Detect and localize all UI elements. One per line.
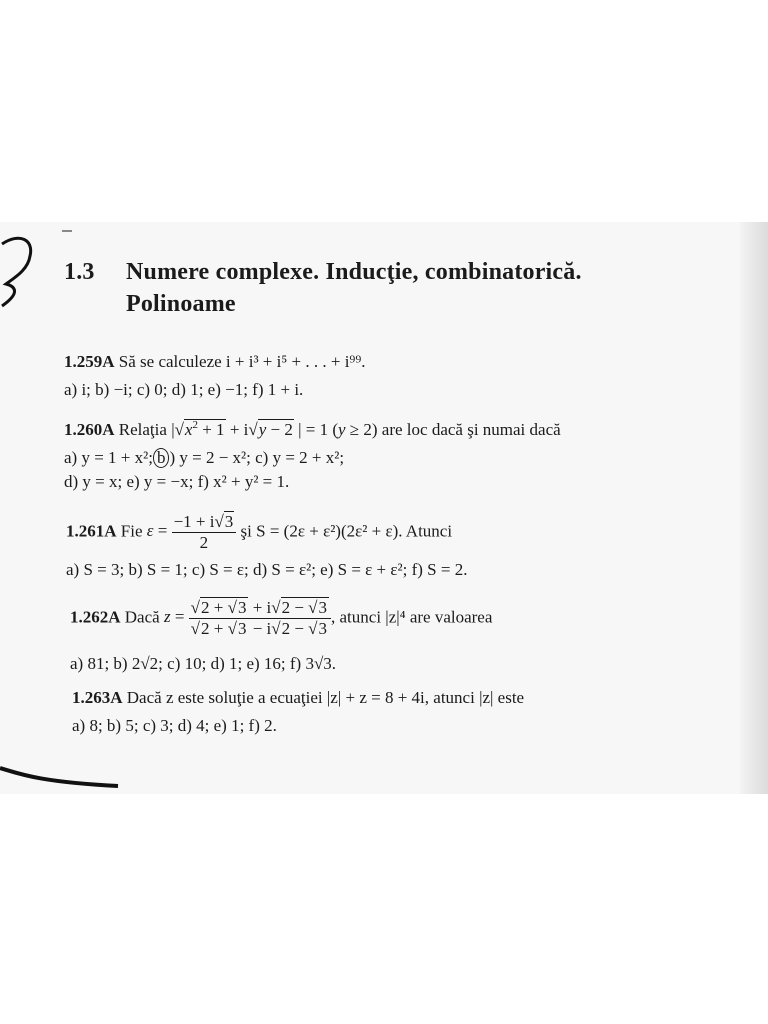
problem-text-prefix: Dacă <box>124 607 160 627</box>
problem-id: 1.260A <box>64 420 115 439</box>
problem-formula: ε = $\frac{-1 + i√3}{2}$ <box>147 521 237 540</box>
problem-formula: z = $\frac{√2 + √3 + i√2 - √3}{√2 + √3 - i√2 - √3}$ <box>164 607 331 626</box>
problem-id: 1.262A <box>70 607 121 627</box>
problem-text-prefix: Fie <box>120 521 143 541</box>
problem-1-259-answers: a) i; b) −i; c) 0; d) 1; e) −1; f) 1 + i. <box>64 380 304 399</box>
section-title <box>64 256 582 320</box>
problem-1-260-statement <box>64 420 561 440</box>
section-title-line2: Polinoame <box>126 291 236 317</box>
problem-text: Dacă z este soluţie a ecuaţiei |z| + z = 8 + 4i, atunci |z| este <box>126 688 525 707</box>
problem-formula: $|√x^2 + 1 + i√y - 2$ | = 1 (y ≥ 2) <box>171 419 378 439</box>
problem-1-260-answers-line2: d) y = x; e) y = −x; f) x² + y² = 1. <box>64 472 290 491</box>
problem-id: 1.263A <box>72 688 123 707</box>
page-curl-left <box>0 226 44 316</box>
problem-1-261-answers: a) S = 3; b) S = 1; c) S = ε; d) S = ε²; e) S = ε + ε²; f) S = 2. <box>66 560 468 579</box>
problem-text-suffix: şi S = (2ε + ε²)(2ε² + ε). Atunci <box>240 521 453 541</box>
problem-1-261-statement <box>66 512 452 553</box>
answer-a: a) y = 1 + x²; <box>64 448 153 467</box>
problem-1-262-answers: a) 81; b) 2√2; c) 10; d) 1; e) 16; f) 3√3. <box>70 654 337 673</box>
problem-1-262-statement <box>70 598 492 639</box>
problem-id: 1.261A <box>66 521 117 541</box>
problem-1-263-answers: a) 8; b) 5; c) 3; d) 4; e) 1; f) 2. <box>72 716 277 735</box>
circled-answer-mark: b <box>153 448 170 468</box>
margin-mark <box>62 230 72 232</box>
section-title-line1: Numere complexe. Inducţie, combinatorică. <box>126 259 582 285</box>
problem-id: 1.259A <box>64 352 115 371</box>
page-curl-bottom <box>0 760 120 800</box>
problem-text-suffix: are loc dacă şi numai dacă <box>381 420 561 439</box>
problem-1-259-statement <box>64 352 366 372</box>
problem-text-prefix: Relaţia <box>118 420 167 439</box>
problem-text-suffix: , atunci |z|⁴ are valoarea <box>331 607 493 627</box>
problem-text: Să se calculeze i + i³ + i⁵ + . . . + i⁹⁹. <box>118 352 366 371</box>
section-number: 1.3 <box>64 259 95 285</box>
problem-1-263-statement <box>72 688 524 708</box>
answer-rest: ) y = 2 − x²; c) y = 2 + x²; <box>169 448 345 467</box>
page-edge-shadow <box>740 222 768 794</box>
problem-1-260-answers-line1 <box>64 448 344 468</box>
